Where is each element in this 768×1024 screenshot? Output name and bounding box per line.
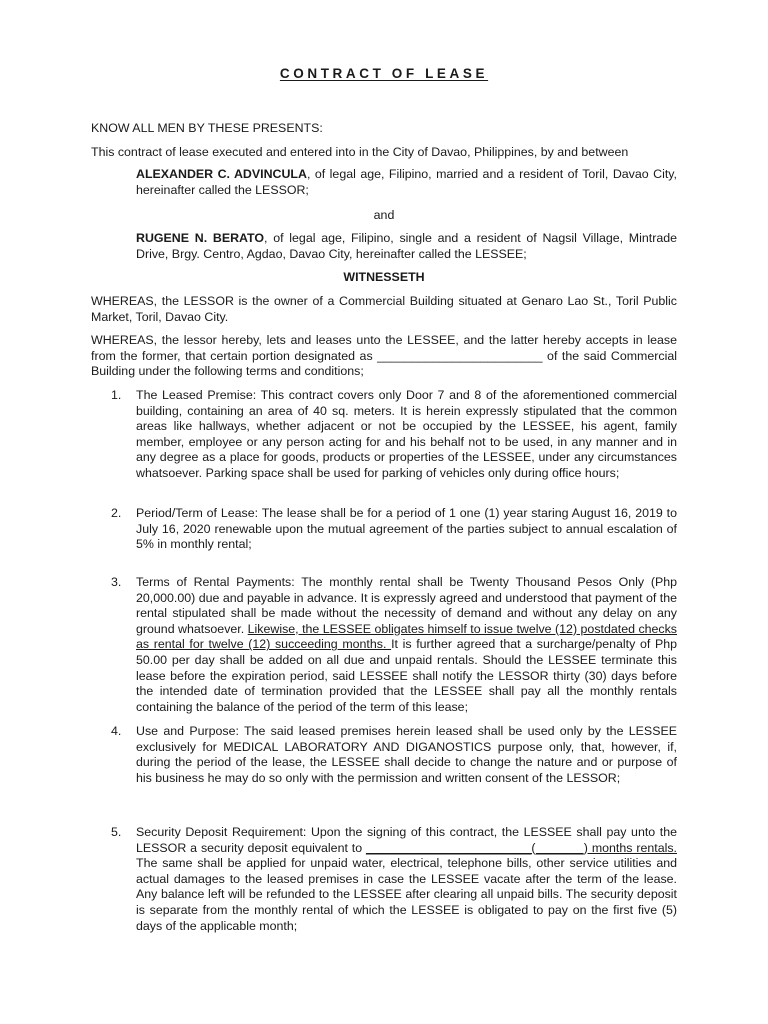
opening-paragraph: This contract of lease executed and entered into in the City of Davao, Philippines, by and between bbox=[91, 145, 629, 159]
lessee-name: RUGENE N. BERATO bbox=[136, 231, 265, 245]
clause-term-of-lease: Period/Term of Lease: The lease shall be for a period of 1 one (1) year staring August 16, 2019 to July 16, 2020 renewable upon the mutual agreement of the parties subject to annual escalation of 5% in monthly rental; bbox=[136, 506, 677, 552]
clause-underlined-text: ________________________(_______) months rentals. bbox=[366, 840, 677, 855]
item-number: 4. bbox=[111, 724, 122, 738]
intro-line: KNOW ALL MEN BY THESE PRESENTS: bbox=[91, 121, 323, 135]
clause-rental-payments bbox=[136, 575, 677, 715]
clause-text: Security Deposit Requirement: Upon the signing of this contract, the LESSEE shall pay unto the LESSOR a security deposit equivalent to bbox=[136, 825, 677, 855]
clause-text: It is further agreed that a surcharge/penalty of Php 50.00 per day shall be added on all due and unpaid rentals. Should the LESSEE terminate this lease before the expiration period, said LESSEE shall notify the LESSOR thirty (30) days before the intended date of termination provided that the LESSEE shall pay all the monthly rentals containing the balance of the period of the term of this lease; bbox=[136, 637, 678, 714]
clause-use-and-purpose: Use and Purpose: The said leased premises herein leased shall be used only by the LESSEE exclusively for MEDICAL LABORATORY AND DIGANOSTICS purpose only, that, however, if, during the period of the lease, the LESSEE shall decide to change the nature and or purpose of his business he may do so only with the permission and written consent of the LESSOR; bbox=[136, 724, 677, 785]
witnesseth-heading: WITNESSETH bbox=[343, 270, 425, 284]
item-number: 3. bbox=[111, 575, 122, 589]
lessor-details: , of legal age, Filipino, married and a resident of Toril, Davao City, hereinafter called the LESSOR; bbox=[136, 167, 677, 197]
document-title: CONTRACT OF LEASE bbox=[279, 66, 489, 81]
lessee-details: , of legal age, Filipino, single and a resident of Nagsil Village, Mintrade Drive, Brgy. Centro, Agdao, Davao City, hereinafter called the LESSEE; bbox=[136, 231, 677, 261]
item-number: 1. bbox=[111, 388, 122, 402]
clause-text: The same shall be applied for unpaid water, electrical, telephone bills, other service utilities and actual damages to the leased premises in case the LESSEE vacate after the term of the lease. Any balance left will be refunded to the LESSEE after clearing all unpaid bills. The security deposit is separate from the monthly rental of which the LESSEE is obligated to pay on the first five (5) days of the applicable month; bbox=[136, 856, 677, 933]
lessee-paragraph bbox=[136, 231, 677, 262]
clause-text: Terms of Rental Payments: The monthly rental shall be Twenty Thousand Pesos Only (Php 20,000.00) due and payable in advance. It is expressly agreed and understood that payment of the rental stipulated shall be made without the necessity of demand and without any delay on any ground whatsoever. bbox=[136, 575, 677, 636]
clause-security-deposit bbox=[136, 825, 677, 934]
clause-underlined-text: Likewise, the LESSEE obligates himself to issue twelve (12) postdated checks as rental for twelve (12) succeeding months. bbox=[136, 621, 678, 652]
clause-leased-premise: The Leased Premise: This contract covers only Door 7 and 8 of the aforementioned commercial building, containing an area of 40 sq. meters. It is herein expressly stipulated that the common areas like hallways, whether adjacent or not be occupied by the LESSEE, his agent, family member, employee or any person acting for and his behalf not to be used, in any manner and in any degree as a place for goods, products or properties of the LESSEE, under any circumstances whatsoever. Parking space shall be used for parking of vehicles only during office hours; bbox=[136, 388, 677, 480]
whereas-paragraph-2: WHEREAS, the lessor hereby, lets and leases unto the LESSEE, and the latter hereby accepts in lease from the former, that certain portion designated as ________________________ of the said Commercial Building under the following terms and conditions; bbox=[91, 333, 677, 379]
and-connector: and bbox=[373, 208, 395, 222]
item-number: 5. bbox=[111, 825, 122, 839]
lessor-name: ALEXANDER C. ADVINCULA bbox=[136, 167, 307, 181]
whereas-paragraph-1: WHEREAS, the LESSOR is the owner of a Commercial Building situated at Genaro Lao St., Toril Public Market, Toril, Davao City. bbox=[91, 294, 677, 324]
lessor-paragraph bbox=[136, 167, 677, 198]
item-number: 2. bbox=[111, 506, 122, 520]
